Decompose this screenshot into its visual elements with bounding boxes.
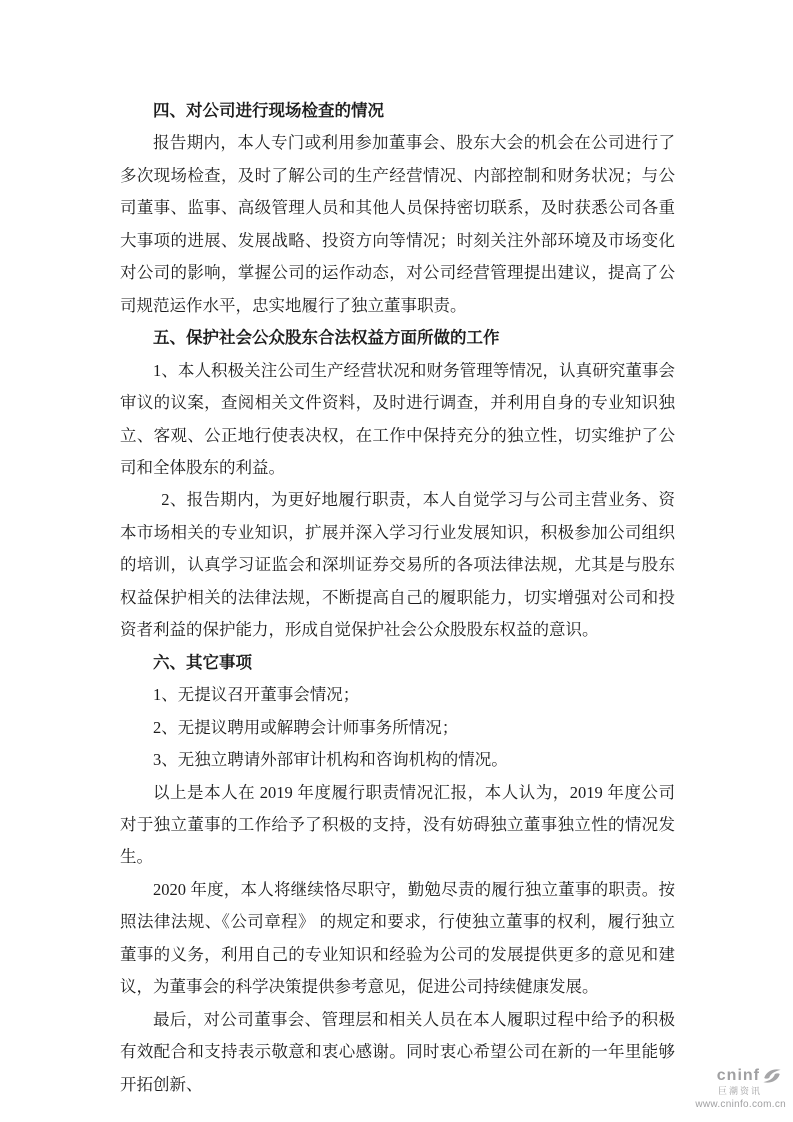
paragraph-shareholder-protection-1: 1、本人积极关注公司生产经营状况和财务管理等情况，认真研究董事会审议的议案，查阅相关文件资料，及时进行调查，并利用自身的专业知识独立、客观、公正地行使表决权，在工作中保持充分的独立性，切实维护了公司和全体股东的利益。 <box>120 360 675 477</box>
list-item-other-matters-3: 3、无独立聘请外部审计机构和咨询机构的情况。 <box>153 750 508 770</box>
paragraph-outlook-2020: 2020 年度，本人将继续恪尽职守，勤勉尽责的履行独立董事的职责。按照法律法规、《公司章程》 的规定和要求，行使独立董事的权利，履行独立董事的义务，利用自己的专业知识和经验为公司的发展提供更多的意见和建议，为董事会的科学决策提供参考意见，促进公司持续健康发展。 <box>120 879 675 997</box>
cninfo-swirl-icon <box>762 1067 782 1085</box>
section-heading-shareholder-protection: 五、保护社会公众股东合法权益方面所做的工作 <box>153 328 500 348</box>
cninfo-chinese-name: 巨潮资讯 <box>717 1086 762 1097</box>
section-heading-other-matters: 六、其它事项 <box>153 652 252 672</box>
cninfo-logo-row <box>695 1067 788 1085</box>
list-item-other-matters-2: 2、无提议聘用或解聘会计师事务所情况； <box>153 717 459 737</box>
report-body <box>120 95 675 1101</box>
paragraph-site-inspection: 报告期内，本人专门或利用参加董事会、股东大会的机会在公司进行了多次现场检查，及时了解公司的生产经营情况、内部控制和财务状况；与公司董事、监事、高级管理人员和其他人员保持密切联系，及时获悉公司各重大事项的进展、发展战略、投资方向等情况；时刻关注外部环境及市场变化对公司的影响，掌握公司的运作动态，对公司经营管理提出建议，提高了公司规范运作水平，忠实地履行了独立董事职责。 <box>120 133 675 315</box>
cninfo-watermark <box>695 1067 788 1110</box>
section-heading-site-inspection: 四、对公司进行现场检查的情况 <box>153 101 384 120</box>
cninfo-url: www.cninfo.com.cn <box>695 1098 786 1110</box>
paragraph-shareholder-protection-2: 2、报告期内，为更好地履行职责，本人自觉学习与公司主营业务、资本市场相关的专业知识，扩展并深入学习行业发展知识，积极参加公司组织的培训，认真学习证监会和深圳证券交易所的各项法律法规，尤其是与股东权益保护相关的法律法规，不断提高自己的履职能力，切实增强对公司和投资者利益的保护能力，形成自觉保护社会公众股股东权益的意识。 <box>120 490 675 640</box>
paragraph-summary-2019: 以上是本人在 2019 年度履行职责情况汇报，本人认为，2019 年度公司对于独立董事的工作给予了积极的支持，没有妨碍独立董事独立性的情况发生。 <box>120 782 675 867</box>
list-item-other-matters-1: 1、无提议召开董事会情况； <box>153 685 360 705</box>
cninfo-logo-text: cninf <box>716 1066 760 1084</box>
paragraph-closing-thanks: 最后，对公司董事会、管理层和相关人员在本人履职过程中给予的积极有效配合和支持表示敬意和衷心感谢。同时衷心希望公司在新的一年里能够开拓创新、 <box>120 1009 675 1094</box>
